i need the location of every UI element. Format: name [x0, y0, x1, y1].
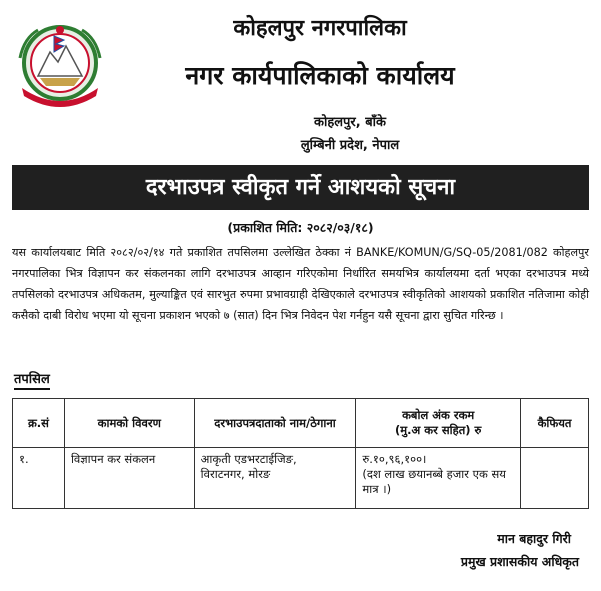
notice-title-banner: दरभाउपत्र स्वीकृत गर्ने आशयको सूचना [12, 165, 589, 210]
office-location: कोहलपुर, बाँके [313, 115, 386, 130]
signatory-designation: प्रमुख प्रशासकीय अधिकृत [460, 554, 579, 569]
cell-amount-words: (दश लाख छयानब्बे हजार एक सय मात्र ।) [362, 467, 506, 496]
col-header-amount-line2: (मु.अ कर सहित) रु [395, 423, 482, 437]
table-header-row [13, 399, 589, 448]
cell-remarks [521, 448, 589, 509]
cell-amount [356, 448, 521, 509]
cell-bidder-name: आकृती एडभरटाईजिङ, [200, 452, 297, 466]
signatory-name: मान बहादुर गिरी [497, 531, 571, 546]
col-header-work: कामको विवरण [64, 399, 194, 448]
notice-body: यस कार्यालयबाट मिति २०८२/०२/१४ गते प्रकाशित तपसिलमा उल्लेखित ठेक्का नं BANKE/KOMUN/G/SQ-05/2081/082 कोहलपुर नगरपालिका भित्र विज्ञापन कर संकलनका लागि दरभाउपत्र आव्हान गरिएकोमा निर्धारित समयभित्र कार्यालयमा दर्ता भएका दरभाउपत्र मध्ये तपसिलको दरभाउपत्र अधिकतम, मुल्याङ्कित एवं सारभुत रुपमा प्रभावग्राही देखिएकाले दरभाउपत्र स्वीकृतिको आशयको प्रकाशित नतिजामा कोही कसैको दाबी विरोध भएमा यो सूचना प्रकाशन भएको ७ (सात) दिन भित्र निवेदन पेश गर्नहुन यसै सूचना द्वारा सुचित गरिन्छ । [12, 246, 589, 322]
col-header-remarks: कैफियत [521, 399, 589, 448]
cell-bidder-address: विराटनगर, मोरङ [200, 467, 271, 481]
schedule-title: तपसिल [14, 369, 50, 390]
schedule-table [12, 398, 589, 509]
nepal-emblem-logo [10, 18, 110, 108]
col-header-amount [356, 399, 521, 448]
municipality-name: कोहलपुर नगरपालिका [233, 16, 407, 41]
cell-sn: १. [13, 448, 65, 509]
cell-work: विज्ञापन कर संकलन [64, 448, 194, 509]
col-header-sn: क्र.सं [13, 399, 65, 448]
cell-bidder [194, 448, 356, 509]
col-header-bidder: दरभाउपत्रदाताको नाम/ठेगाना [194, 399, 356, 448]
office-name: नगर कार्यपालिकाको कार्यालय [185, 61, 455, 90]
published-date: (प्रकाशित मिति: २०८२/०३/१८) [227, 220, 374, 235]
col-header-amount-line1: कबोल अंक रकम [402, 408, 475, 422]
office-province: लुम्बिनी प्रदेश, नेपाल [300, 138, 400, 153]
cell-amount-figure: रु.१०,९६,१००। [362, 452, 427, 466]
table-row [13, 448, 589, 509]
